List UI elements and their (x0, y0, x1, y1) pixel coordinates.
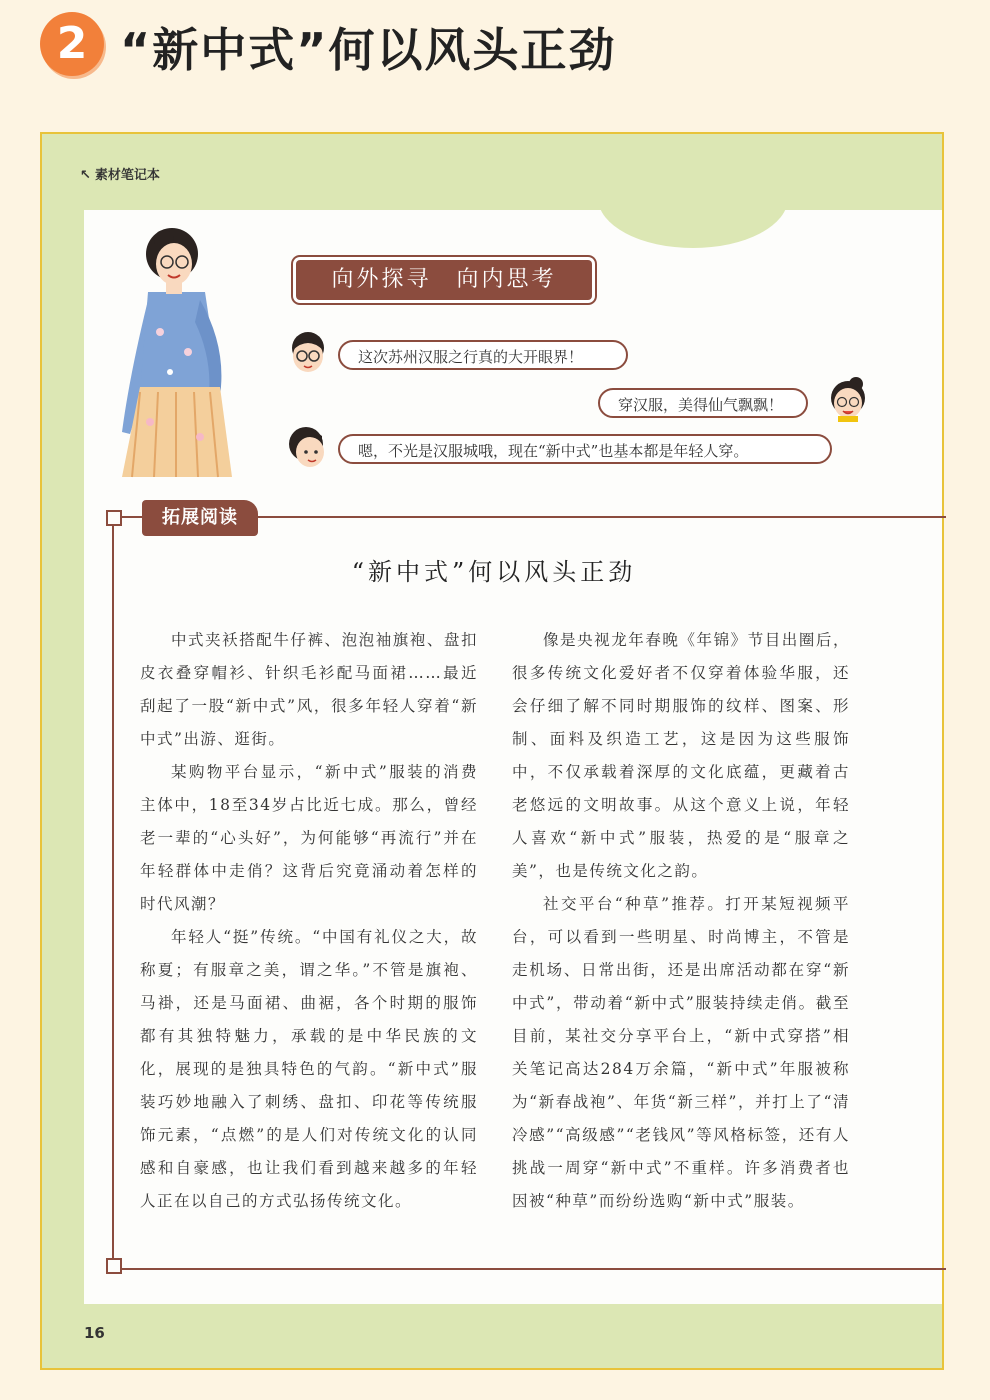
paragraph: 中式夹袄搭配牛仔裤、泡泡袖旗袍、盘扣皮衣叠穿帽衫、针织毛衫配马面裙……最近刮起了一股“新中式”风，很多年轻人穿着“新中式”出游、逛街。 (140, 631, 478, 748)
girl-in-hanfu-illustration (110, 222, 240, 482)
speech-bubble-2: 穿汉服，美得仙气飘飘！ (598, 388, 808, 418)
paragraph: 像是央视龙年春晚《年锦》节目出圈后，很多传统文化爱好者不仅穿着体验华服，还会仔细了解不同时期服饰的纹样、图案、形制、面料及织造工艺，这是因为这些服饰中，不仅承载着深厚的文化底蕴，更藏着古老悠远的文明故事。从这个意义上说，年轻人喜欢“新中式”服装，热爱的是“服章之美”，也是传统文化之韵。 (512, 631, 850, 880)
section-banner (296, 260, 592, 300)
notebook-label-text: 素材笔记本 (94, 168, 160, 183)
extended-reading-tab: 拓展阅读 (142, 500, 258, 536)
notebook-label (80, 164, 160, 183)
paragraph: 年轻人“挺”传统。“中国有礼仪之大，故称夏；有服章之美，谓之华。”不管是旗袍、马褂，还是马面裙、曲裾，各个时期的服饰都有其独特魅力，承载的是中华民族的文化，展现的是独具特色的气韵。“新中式”服装巧妙地融入了刺绣、盘扣、印花等传统服饰元素，“点燃”的是人们对传统文化的认同感和自豪感，也让我们看到越来越多的年轻人正在以自己的方式弘扬传统文化。 (140, 928, 478, 1210)
girl-avatar (826, 376, 870, 422)
article-left-column (140, 624, 478, 1218)
article-title: “新中式”何以风头正劲 (351, 558, 637, 586)
page-header (0, 0, 990, 110)
article-right-column (512, 624, 850, 1218)
paragraph: 某购物平台显示，“新中式”服装的消费主体中，18至34岁占比近七成。那么，曾经老一辈的“心头好”，为何能够“再流行”并在年轻群体中走俏？这背后究竟涌动着怎样的时代风潮？ (140, 763, 478, 913)
banner-text: 向外探寻 向内思考 (331, 267, 557, 292)
notebook-frame (40, 132, 944, 1370)
section-number-badge: 2 (40, 12, 104, 76)
boy-avatar (286, 332, 330, 376)
arrow-icon: ↖ (80, 168, 91, 183)
page-title: “新中式”何以风头正劲 (120, 23, 617, 77)
box-corner-ornament (106, 510, 122, 526)
box-corner-ornament (106, 1258, 122, 1274)
speech-bubble-1: 这次苏州汉服之行真的大开眼界！ (338, 340, 628, 370)
girl-ponytail-avatar (286, 426, 330, 470)
paragraph: 社交平台“种草”推荐。打开某短视频平台，可以看到一些明星、时尚博主，不管是走机场、日常出街，还是出席活动都在穿“新中式”，带动着“新中式”服装持续走俏。截至目前，某社交分享平台上，“新中式穿搭”相关笔记高达284万余篇，“新中式”年服被称为“新春战袍”、年货“新三样”，并打上了“清冷感”“高级感”“老钱风”等风格标签，还有人挑战一周穿“新中式”不重样。许多消费者也因被“种草”而纷纷选购“新中式”服装。 (512, 895, 850, 1210)
speech-bubble-3: 嗯，不光是汉服城哦，现在“新中式”也基本都是年轻人穿。 (338, 434, 832, 464)
page-number: 16 (84, 1324, 105, 1342)
